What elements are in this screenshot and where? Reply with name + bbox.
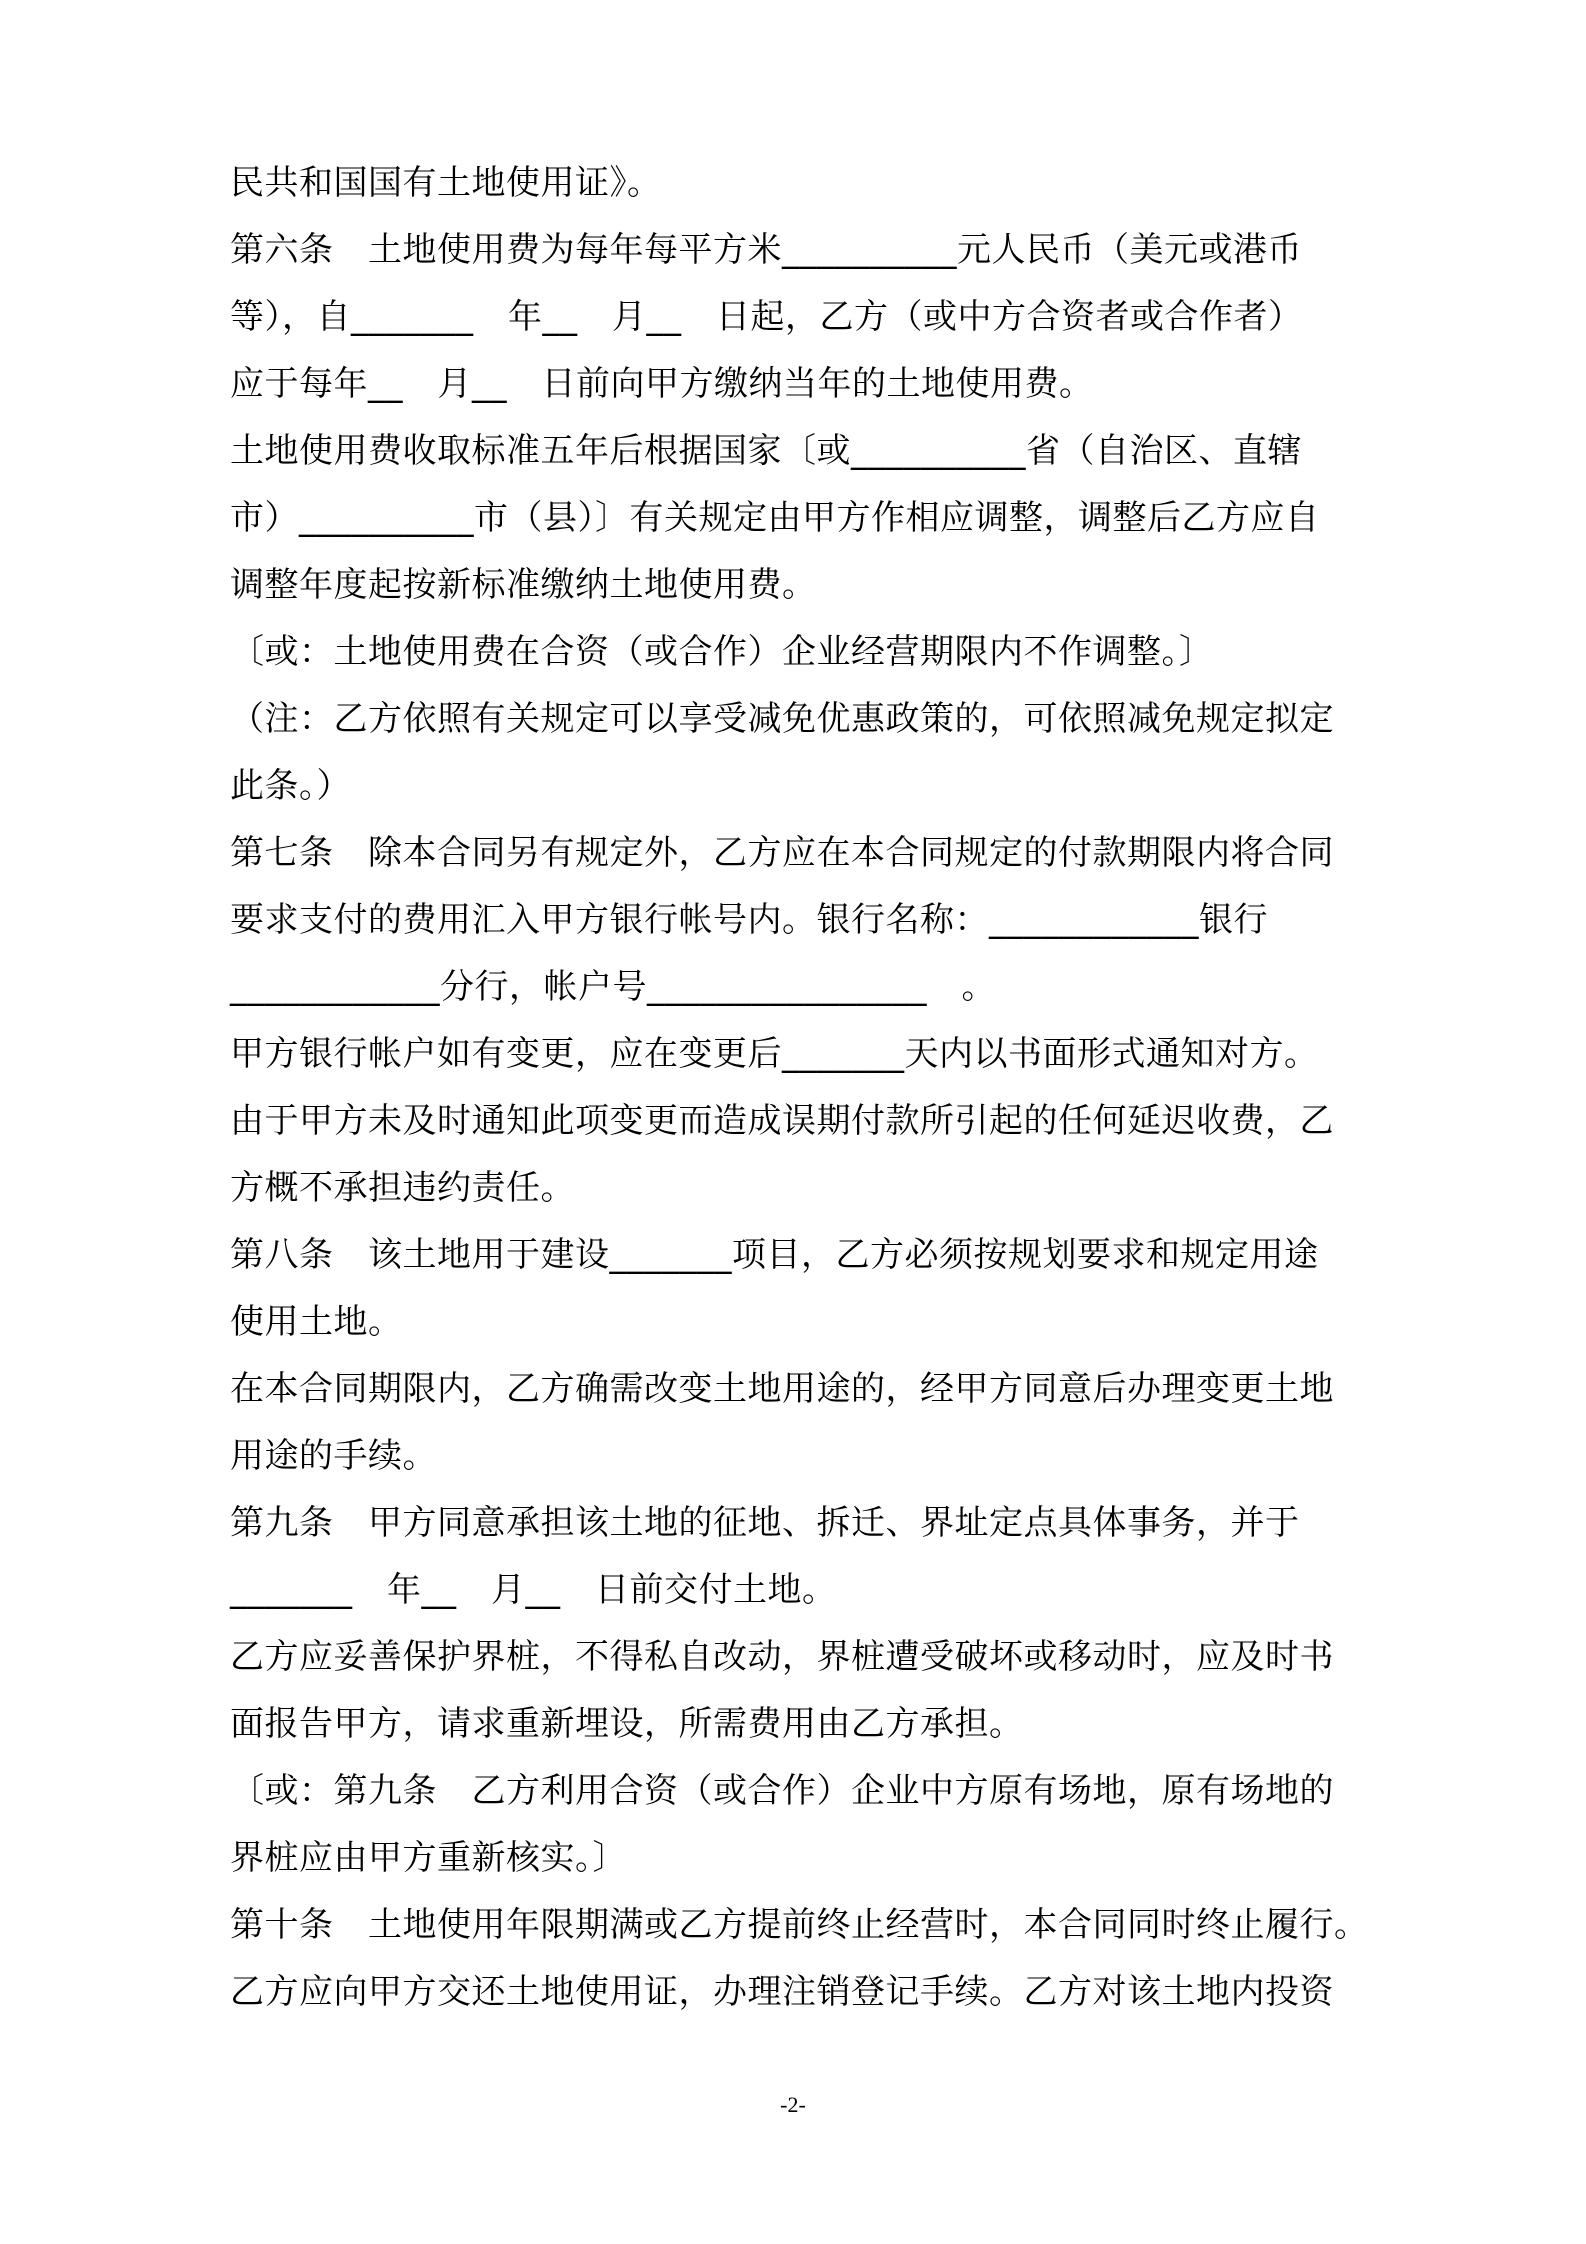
text-line: 调整年度起按新标准缴纳土地使用费。	[230, 565, 817, 605]
text-line: 第八条 该土地用于建设_______项目，乙方必须按规划要求和规定用途	[230, 1235, 1319, 1275]
text-line: 由于甲方未及时通知此项变更而造成误期付款所引起的任何延迟收费，乙	[230, 1101, 1334, 1141]
text-line: 〔或：土地使用费在合资（或合作）企业经营期限内不作调整。〕	[230, 632, 1214, 672]
text-line: 第九条 甲方同意承担该土地的征地、拆迁、界址定点具体事务，并于	[230, 1503, 1300, 1543]
text-line: 〔或：第九条 乙方利用合资（或合作）企业中方原有场地，原有场地的	[230, 1771, 1334, 1811]
text-line: 界桩应由甲方重新核实。〕	[230, 1838, 627, 1878]
text-line: 乙方应向甲方交还土地使用证，办理注销登记手续。乙方对该土地内投资	[230, 1972, 1334, 2012]
text-line: 市）__________市（县）〕有关规定由甲方作相应调整，调整后乙方应自	[230, 498, 1320, 538]
text-line: 在本合同期限内，乙方确需改变土地用途的，经甲方同意后办理变更土地	[230, 1369, 1334, 1409]
text-line: 此条。）	[230, 766, 351, 806]
text-line: 面报告甲方，请求重新埋设，所需费用由乙方承担。	[230, 1704, 1024, 1744]
text-line: 甲方银行帐户如有变更，应在变更后_______天内以书面形式通知对方。	[230, 1034, 1319, 1074]
text-line: （注：乙方依照有关规定可以享受减免优惠政策的，可依照减免规定拟定	[230, 699, 1334, 739]
text-line: 要求支付的费用汇入甲方银行帐号内。银行名称：____________银行	[230, 900, 1268, 940]
text-line: 使用土地。	[230, 1302, 403, 1342]
text-line: 第七条 除本合同另有规定外，乙方应在本合同规定的付款期限内将合同	[230, 833, 1334, 873]
text-line: 应于每年__ 月__ 日前向甲方缴纳当年的土地使用费。	[230, 364, 1094, 404]
text-line: 乙方应妥善保护界桩，不得私自改动，界桩遭受破坏或移动时，应及时书	[230, 1637, 1334, 1677]
text-line: 第六条 土地使用费为每年每平方米__________元人民币（美元或港币	[230, 230, 1302, 270]
text-line: _______ 年__ 月__ 日前交付土地。	[230, 1570, 837, 1610]
text-line: 用途的手续。	[230, 1436, 437, 1476]
page-number: -2-	[780, 2092, 806, 2117]
text-line: 民共和国国有土地使用证》。	[230, 163, 662, 203]
text-line: 方概不承担违约责任。	[230, 1168, 575, 1208]
text-line: 等），自_______ 年__ 月__ 日起，乙方（或中方合资者或合作者）	[230, 297, 1303, 337]
text-line: 第十条 土地使用年限期满或乙方提前终止经营时，本合同同时终止履行。	[230, 1905, 1369, 1945]
text-line: 土地使用费收取标准五年后根据国家〔或__________省（自治区、直辖	[230, 431, 1302, 471]
text-line: ____________分行，帐户号________________ 。	[230, 967, 996, 1007]
